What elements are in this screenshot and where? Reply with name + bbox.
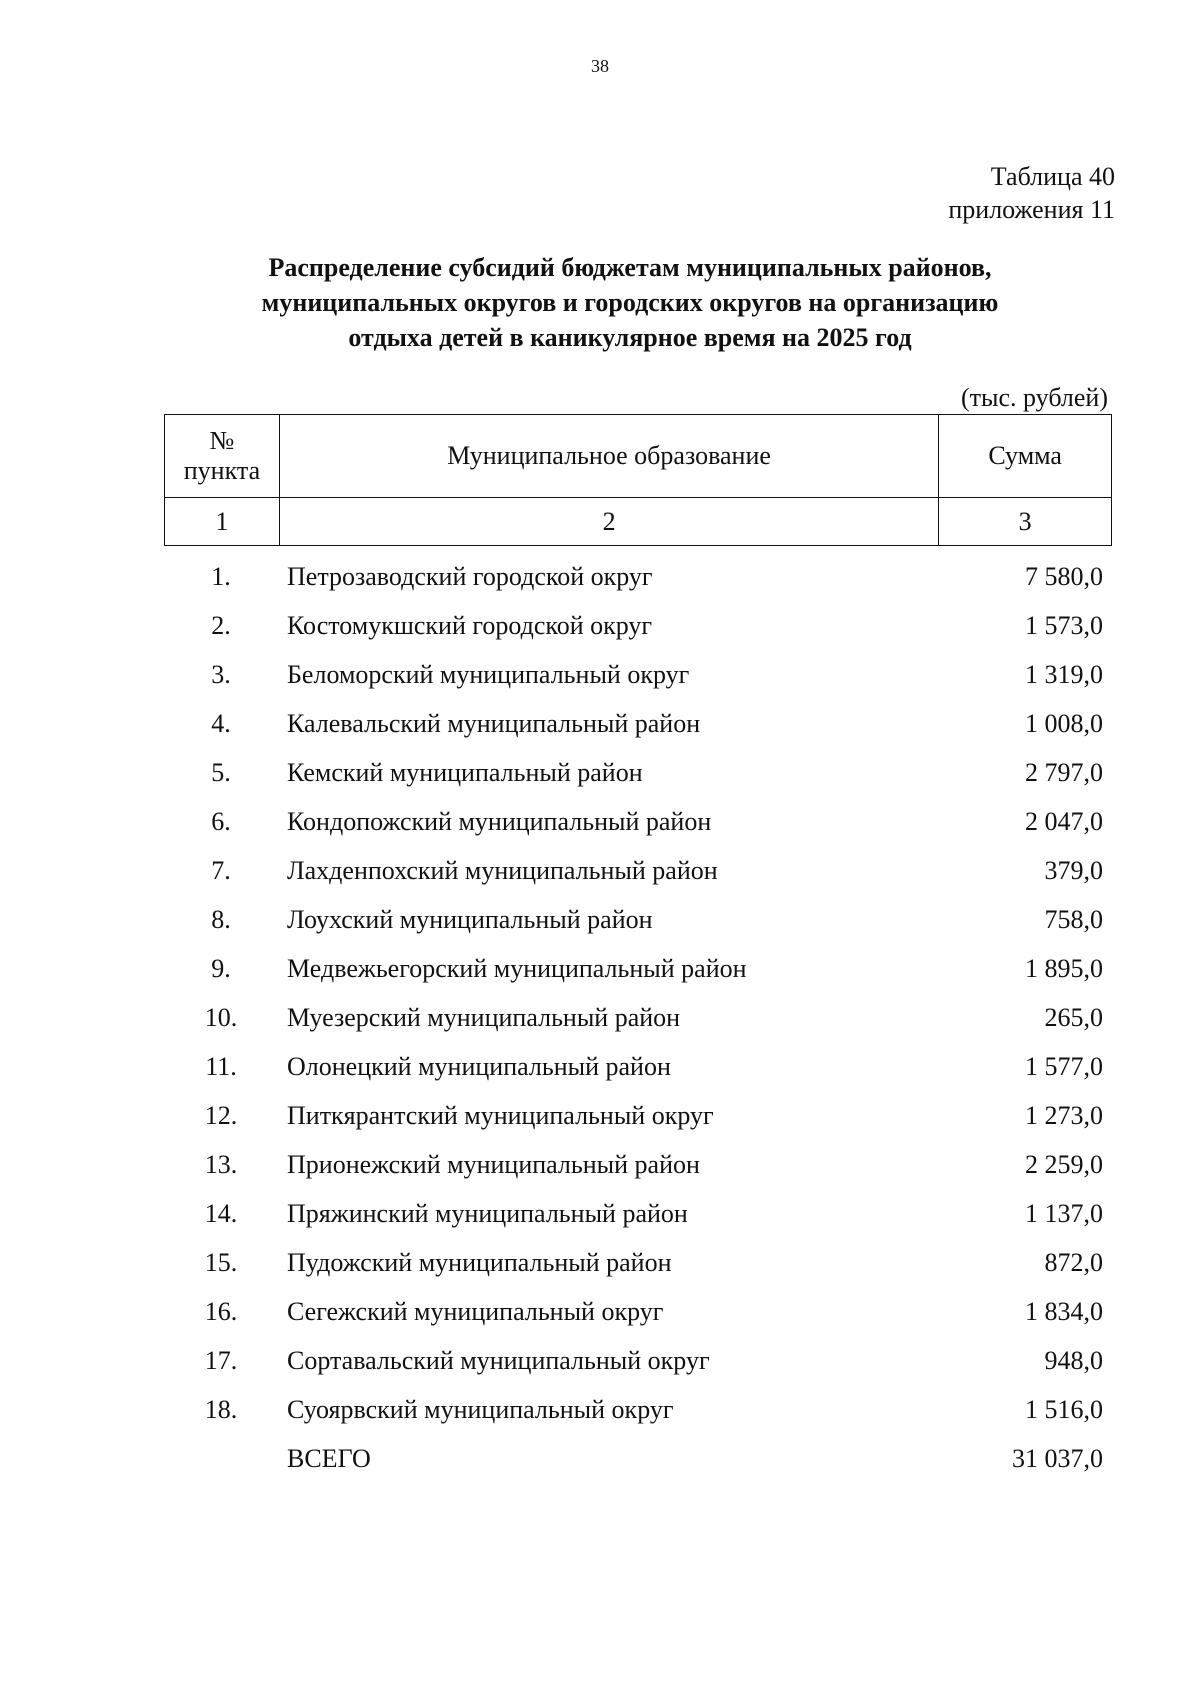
- row-municipality: Кемский муниципальный район: [287, 757, 643, 787]
- table-row: [164, 895, 1112, 944]
- page-number: 38: [591, 56, 609, 76]
- row-sum: 265,0: [1044, 1002, 1103, 1032]
- row-number: 2.: [211, 610, 231, 640]
- table-row: [164, 1042, 1112, 1091]
- row-number: 1.: [211, 561, 231, 591]
- table-reference: [948, 160, 1115, 226]
- row-number: 18.: [204, 1394, 238, 1424]
- row-number: 7.: [211, 855, 231, 885]
- table-row: [164, 1238, 1112, 1287]
- row-municipality: Калевальский муниципальный район: [287, 708, 701, 738]
- row-sum: 1 573,0: [1025, 610, 1103, 640]
- row-number: 14.: [204, 1198, 238, 1228]
- table-row: [164, 797, 1112, 846]
- row-municipality: Беломорский муниципальный округ: [287, 659, 690, 689]
- row-sum: 2 797,0: [1025, 757, 1103, 787]
- row-municipality: Костомукшский городской округ: [287, 610, 653, 640]
- row-number: 3.: [211, 659, 231, 689]
- table-row: [164, 552, 1112, 601]
- row-number: 9.: [211, 953, 231, 983]
- table-row: [164, 1336, 1112, 1385]
- row-municipality: Питкярантский муниципальный округ: [287, 1100, 714, 1130]
- row-municipality: Муезерский муниципальный район: [287, 1002, 681, 1032]
- table-row: [164, 944, 1112, 993]
- row-number: 8.: [211, 904, 231, 934]
- row-number: 5.: [211, 757, 231, 787]
- table-reference-line1: Таблица 40: [990, 162, 1115, 191]
- row-sum: 1 834,0: [1025, 1296, 1103, 1326]
- row-sum: 1 137,0: [1025, 1198, 1103, 1228]
- document-title: [160, 250, 1100, 355]
- header-number-word: пункта: [183, 456, 261, 485]
- row-sum: 758,0: [1044, 904, 1103, 934]
- total-sum: 31 037,0: [1012, 1443, 1103, 1473]
- header-name-cell: Муниципальное образование: [279, 415, 938, 498]
- table-row: [164, 650, 1112, 699]
- row-municipality: Петрозаводский городской округ: [287, 561, 653, 591]
- units-label: (тыс. рублей): [960, 383, 1108, 412]
- column-index-1: 1: [165, 498, 280, 546]
- table-body: [164, 552, 1112, 1483]
- table-row: [164, 1287, 1112, 1336]
- column-index-row: [165, 498, 1112, 546]
- row-sum: 948,0: [1044, 1345, 1103, 1375]
- row-number: 10.: [204, 1002, 238, 1032]
- row-number: 16.: [204, 1296, 238, 1326]
- total-row: [164, 1434, 1112, 1483]
- column-index-3: 3: [939, 498, 1112, 546]
- row-municipality: Пудожский муниципальный район: [287, 1247, 672, 1277]
- header-sum-cell: Сумма: [939, 415, 1112, 498]
- row-sum: 872,0: [1044, 1247, 1103, 1277]
- table-row: [164, 1189, 1112, 1238]
- table-row: [164, 1091, 1112, 1140]
- row-municipality: Суоярвский муниципальный округ: [287, 1394, 674, 1424]
- header-row: [165, 415, 1112, 498]
- table-row: [164, 846, 1112, 895]
- header-number-cell: [165, 415, 280, 498]
- table-row: [164, 748, 1112, 797]
- row-sum: 379,0: [1044, 855, 1103, 885]
- title-line2: муниципальных округов и городских округов на организацию: [261, 288, 999, 317]
- row-municipality: Кондопожский муниципальный район: [287, 806, 712, 836]
- row-number: 11.: [205, 1051, 237, 1081]
- column-index-2: 2: [279, 498, 938, 546]
- row-municipality: Лахденпохский муниципальный район: [287, 855, 718, 885]
- row-sum: 2 047,0: [1025, 806, 1103, 836]
- title-line1: Распределение субсидий бюджетам муниципальных районов,: [268, 253, 992, 282]
- row-sum: 1 577,0: [1025, 1051, 1103, 1081]
- row-sum: 7 580,0: [1025, 561, 1103, 591]
- row-sum: 1 008,0: [1025, 708, 1103, 738]
- row-number: 4.: [211, 708, 231, 738]
- row-municipality: Сегежский муниципальный округ: [287, 1296, 664, 1326]
- table-row: [164, 993, 1112, 1042]
- total-label: ВСЕГО: [287, 1443, 371, 1473]
- title-line3: отдыха детей в каникулярное время на 2025 год: [348, 323, 912, 352]
- row-municipality: Сортавальский муниципальный округ: [287, 1345, 710, 1375]
- table-header: [164, 414, 1112, 546]
- row-municipality: Лоухский муниципальный район: [287, 904, 653, 934]
- row-number: 15.: [204, 1247, 238, 1277]
- row-municipality: Медвежьегорский муниципальный район: [287, 953, 747, 983]
- row-number: 12.: [204, 1100, 238, 1130]
- table-reference-line2: приложения 11: [948, 195, 1115, 224]
- table-row: [164, 1385, 1112, 1434]
- row-municipality: Пряжинский муниципальный район: [287, 1198, 688, 1228]
- row-municipality: Прионежский муниципальный район: [287, 1149, 700, 1179]
- row-number: 13.: [204, 1149, 238, 1179]
- row-number: 6.: [211, 806, 231, 836]
- row-sum: 1 273,0: [1025, 1100, 1103, 1130]
- header-number-symbol: №: [209, 426, 235, 455]
- row-sum: 1 319,0: [1025, 659, 1103, 689]
- row-sum: 1 895,0: [1025, 953, 1103, 983]
- row-municipality: Олонецкий муниципальный район: [287, 1051, 671, 1081]
- table-row: [164, 1140, 1112, 1189]
- row-number: 17.: [204, 1345, 238, 1375]
- table-row: [164, 699, 1112, 748]
- row-sum: 1 516,0: [1025, 1394, 1103, 1424]
- table-row: [164, 601, 1112, 650]
- row-sum: 2 259,0: [1025, 1149, 1103, 1179]
